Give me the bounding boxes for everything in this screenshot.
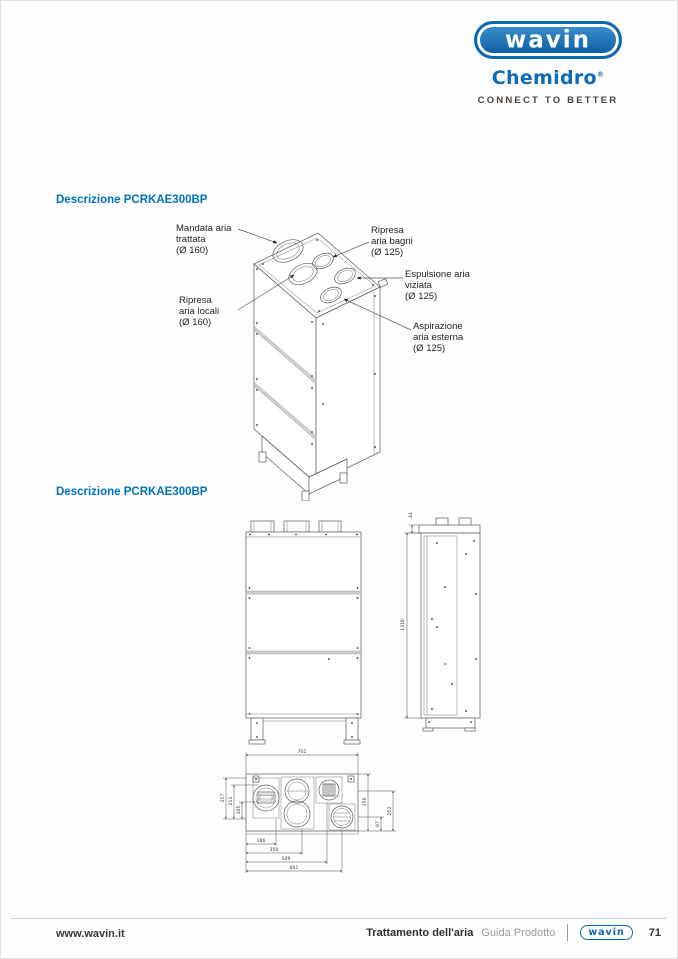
footer-page-number: 71 (648, 926, 661, 939)
label-ripresa-bagni: Ripresa aria bagni (Ø 125) (371, 225, 413, 258)
side-view (419, 518, 480, 731)
section-heading-2: Descrizione PCRKAE300BP (56, 486, 208, 498)
footer-website: www.wavin.it (56, 928, 125, 940)
footer-doc-subtitle: Guida Prodotto (481, 926, 556, 939)
dim-top-width: 701 (297, 750, 307, 755)
footer-wavin-logo: wavin (580, 925, 632, 940)
footer-divider-rule (11, 918, 667, 919)
top-view (246, 774, 358, 834)
header-brand-block (463, 21, 633, 106)
iso-cabinet (254, 233, 388, 501)
label-espulsione: Espulsione aria viziata (Ø 125) (405, 269, 470, 302)
footer-vertical-divider (567, 924, 568, 941)
footer-doc-title: Trattamento dell'aria (366, 926, 474, 939)
dim-left-inner: 105 (237, 805, 242, 815)
dim-side-height: 1318 (401, 619, 406, 631)
dim-right-outer: 252 (388, 806, 393, 816)
dim-right-depth: 356 (363, 797, 368, 807)
label-ripresa-locali: Ripresa aria locali (Ø 160) (179, 295, 220, 328)
dim-right-small: 87 (376, 821, 381, 827)
iso-drawing-svg (151, 214, 481, 501)
chemidro-text: Chemidro (491, 67, 597, 89)
label-mandata-aria: Mandata aria trattata (Ø 160) (176, 223, 232, 256)
dim-bottom-4: 601 (289, 866, 299, 871)
dim-left-mid: 211 (229, 796, 234, 806)
dim-side-top: 44 (409, 512, 414, 518)
side-view-svg (396, 499, 491, 751)
front-view-svg (236, 513, 396, 748)
label-aspirazione: Aspirazione aria esterna (Ø 125) (413, 321, 464, 354)
wavin-logo (474, 21, 622, 59)
top-view-svg (196, 741, 436, 886)
chemidro-logo (492, 67, 604, 89)
dim-bottom-2: 350 (269, 848, 279, 853)
registered-mark: ® (596, 70, 605, 79)
dim-left-outer: 257 (221, 793, 226, 803)
front-view (246, 521, 361, 744)
dim-bottom-1: 186 (256, 839, 266, 844)
brand-tagline: CONNECT TO BETTER (477, 95, 619, 106)
dim-bottom-3: 509 (281, 857, 291, 862)
side-view-dimensions (400, 512, 421, 718)
footer-right-block (366, 924, 661, 941)
section-heading-1: Descrizione PCRKAE300BP (56, 194, 208, 206)
wavin-logo-text: wavin (504, 25, 592, 54)
